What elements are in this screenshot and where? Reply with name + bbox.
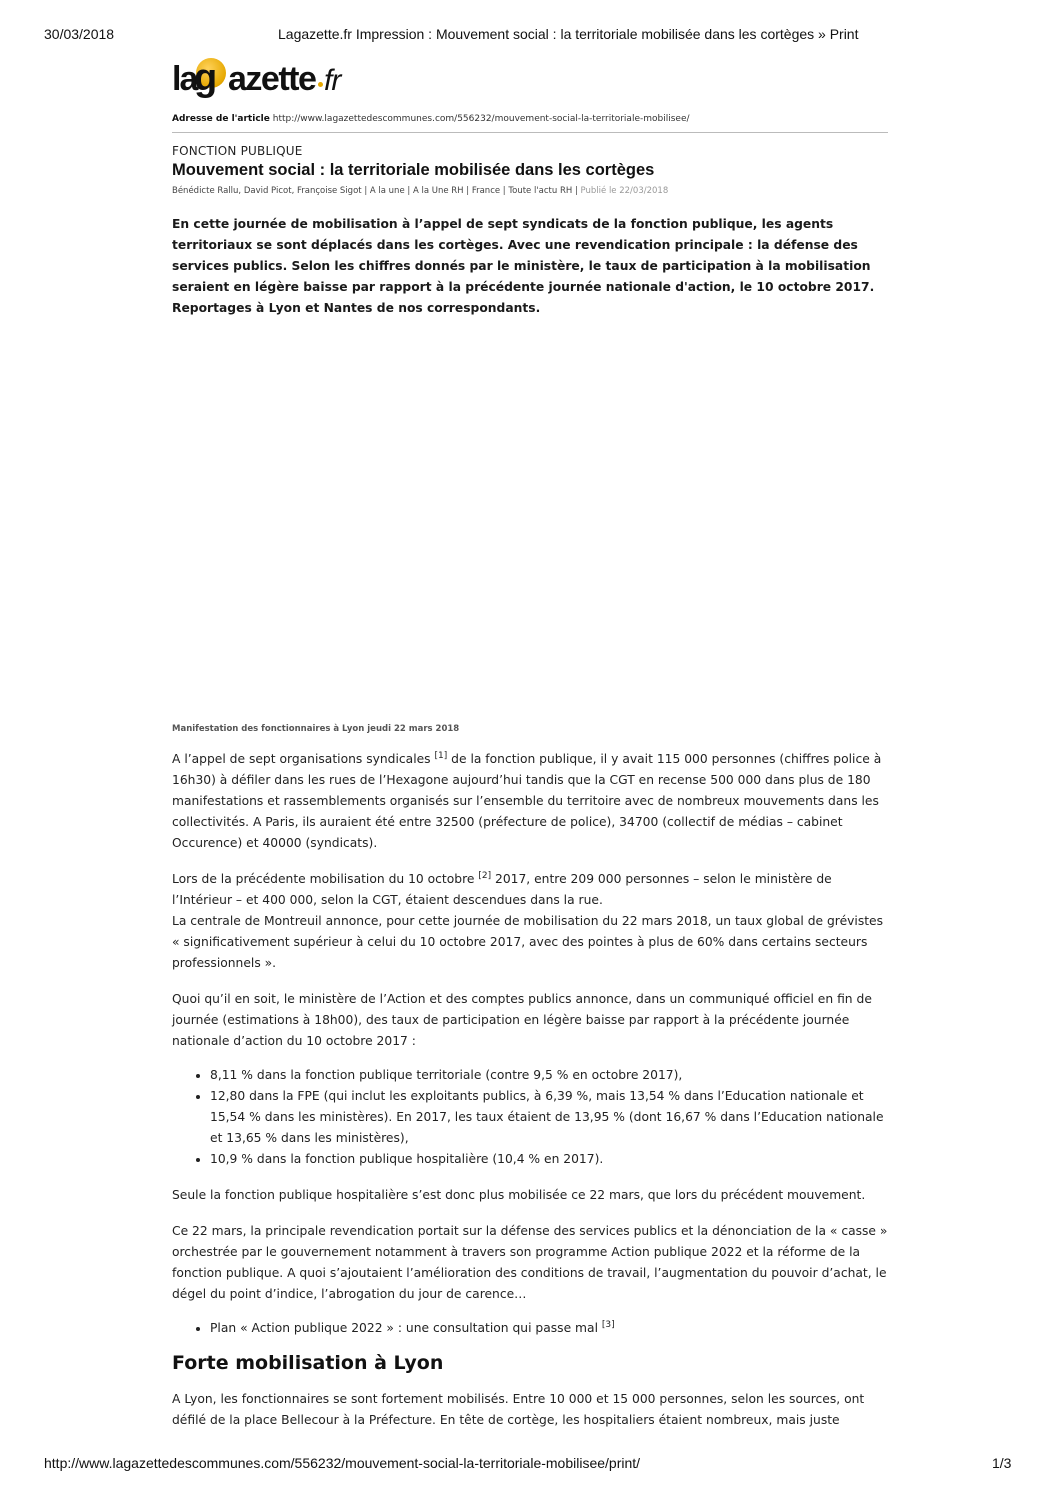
footnote-ref-2[interactable]: [2]	[478, 870, 492, 881]
list-item: • 10,9 % dans la fonction publique hospitalière (10,4 % en 2017).	[210, 1149, 888, 1170]
paragraph-6: A Lyon, les fonctionnaires se sont fortement mobilisés. Entre 10 000 et 15 000 personnes, selon les sources, ont défilé de la place Bellecour à la Préfecture. En tête de cortège, les hospitaliers étaient nombreux, mais juste	[172, 1392, 865, 1427]
print-header	[0, 26, 1058, 44]
participation-rates-list	[172, 1065, 888, 1170]
article-title: Mouvement social : la territoriale mobilisée dans les cortèges	[172, 161, 655, 179]
article-address-link[interactable]: http://www.lagazettedescommunes.com/556232/mouvement-social-la-territoriale-mobilisee/	[272, 114, 690, 124]
article-category: FONCTION PUBLIQUE	[172, 144, 303, 158]
lagazette-logo	[172, 56, 372, 108]
image-caption: Manifestation des fonctionnaires à Lyon jeudi 22 mars 2018	[172, 724, 460, 734]
related-link[interactable]: • Plan « Action publique 2022 » : une consultation qui passe mal [3]	[210, 1318, 888, 1339]
article-address	[172, 114, 888, 124]
page-number: 1/3	[992, 1455, 1012, 1471]
logo-dot	[318, 82, 323, 87]
print-footer	[0, 1455, 1058, 1473]
paragraph-1: A l’appel de sept organisations syndicales [1] de la fonction publique, il y avait 115 000 personnes (chiffres police à 16h30) à défiler dans les rues de l’Hexagone aujourd’hui tandis que la CGT en recense 500 000 dans plus de 180 manifestations et rassemblements organisés sur l’ensemble du territoire avec de nombreux mouvements dans les collectivités. A Paris, ils auraient été entre 32500 (préfecture de police), 34700 (collectif de médias – cabinet Occurence) et 40000 (syndicats).	[172, 750, 882, 850]
footnote-ref-1[interactable]: [1]	[434, 750, 448, 761]
list-item: • 12,80 dans la FPE (qui inclut les exploitants publics, à 6,39 %, mais 13,54 % dans l’Education nationale et 15,54 % dans les ministères). En 2017, les taux étaient de 13,95 % (dont 16,67 % dans l’Education nationale et 13,65 % dans les ministères),	[210, 1086, 888, 1149]
print-date: 30/03/2018	[44, 26, 115, 42]
publish-date: Publié le 22/03/2018	[580, 186, 669, 196]
article-content	[172, 56, 888, 1431]
list-item: • 8,11 % dans la fonction publique territoriale (contre 9,5 % en octobre 2017),	[210, 1065, 888, 1086]
section-heading-lyon: Forte mobilisation à Lyon	[172, 1352, 444, 1374]
header-divider	[172, 132, 888, 133]
paragraph-5: Ce 22 mars, la principale revendication portait sur la défense des services publics et la dénonciation de la « casse » orchestrée par le gouvernement notamment à travers son programme Action publique 2022 et la réforme de la fonction publique. A quoi s’ajoutaient l’amélioration des conditions de travail, l’augmentation du pouvoir d’achat, le dégel du point d’indice, l’abrogation du jour de carence…	[172, 1224, 888, 1301]
paragraph-4: Seule la fonction publique hospitalière s’est donc plus mobilisée ce 22 mars, que lors du précédent mouvement.	[172, 1188, 866, 1202]
logo-g-ball: g	[194, 58, 228, 102]
article-body	[172, 749, 888, 1431]
article-address-label: Adresse de l'article	[172, 114, 270, 124]
related-links-list	[172, 1318, 888, 1339]
byline-authors-tags: Bénédicte Rallu, David Picot, Françoise Sigot | A la une | A la Une RH | France | Toute l'actu RH |	[172, 186, 581, 196]
paragraph-3: Quoi qu’il en soit, le ministère de l’Action et des comptes publics annonce, dans un communiqué officiel en fin de journée (estimations à 18h00), des taux de participation en légère baisse par rapport à la précédente journée nationale d’action du 10 octobre 2017 :	[172, 992, 872, 1048]
article-image-placeholder	[172, 319, 888, 724]
paragraph-2: Lors de la précédente mobilisation du 10 octobre [2] 2017, entre 209 000 personnes – selon le ministère de l’Intérieur – et 400 000, selon la CGT, étaient descendues dans la rue. La centrale de Montreuil annonce, pour cette journée de mobilisation du 22 mars 2018, un taux global de grévistes « significativement supérieur à celui du 10 octobre 2017, avec des pointes à plus de 60% dans certains secteurs professionnels ».	[172, 870, 884, 970]
logo-text-la: la	[172, 60, 197, 98]
logo-text-azette: azette	[228, 60, 316, 98]
logo-text-fr: fr	[324, 64, 341, 97]
print-url: http://www.lagazettedescommunes.com/556232/mouvement-social-la-territoriale-mobilisee/print/	[44, 1455, 641, 1471]
article-lead: En cette journée de mobilisation à l’appel de sept syndicats de la fonction publique, les agents territoriaux se sont déplacés dans les cortèges. Avec une revendication principale : la défense des services publics. Selon les chiffres donnés par le ministère, le taux de participation à la mobilisation seraient en légère baisse par rapport à la précédente journée nationale d'action, le 10 octobre 2017. Reportages à Lyon et Nantes de nos correspondants.	[172, 217, 875, 315]
footnote-ref-3[interactable]: [3]	[601, 1319, 615, 1330]
print-page-title: Lagazette.fr Impression : Mouvement social : la territoriale mobilisée dans les cortèges » Print	[278, 26, 859, 42]
article-byline	[172, 186, 888, 196]
